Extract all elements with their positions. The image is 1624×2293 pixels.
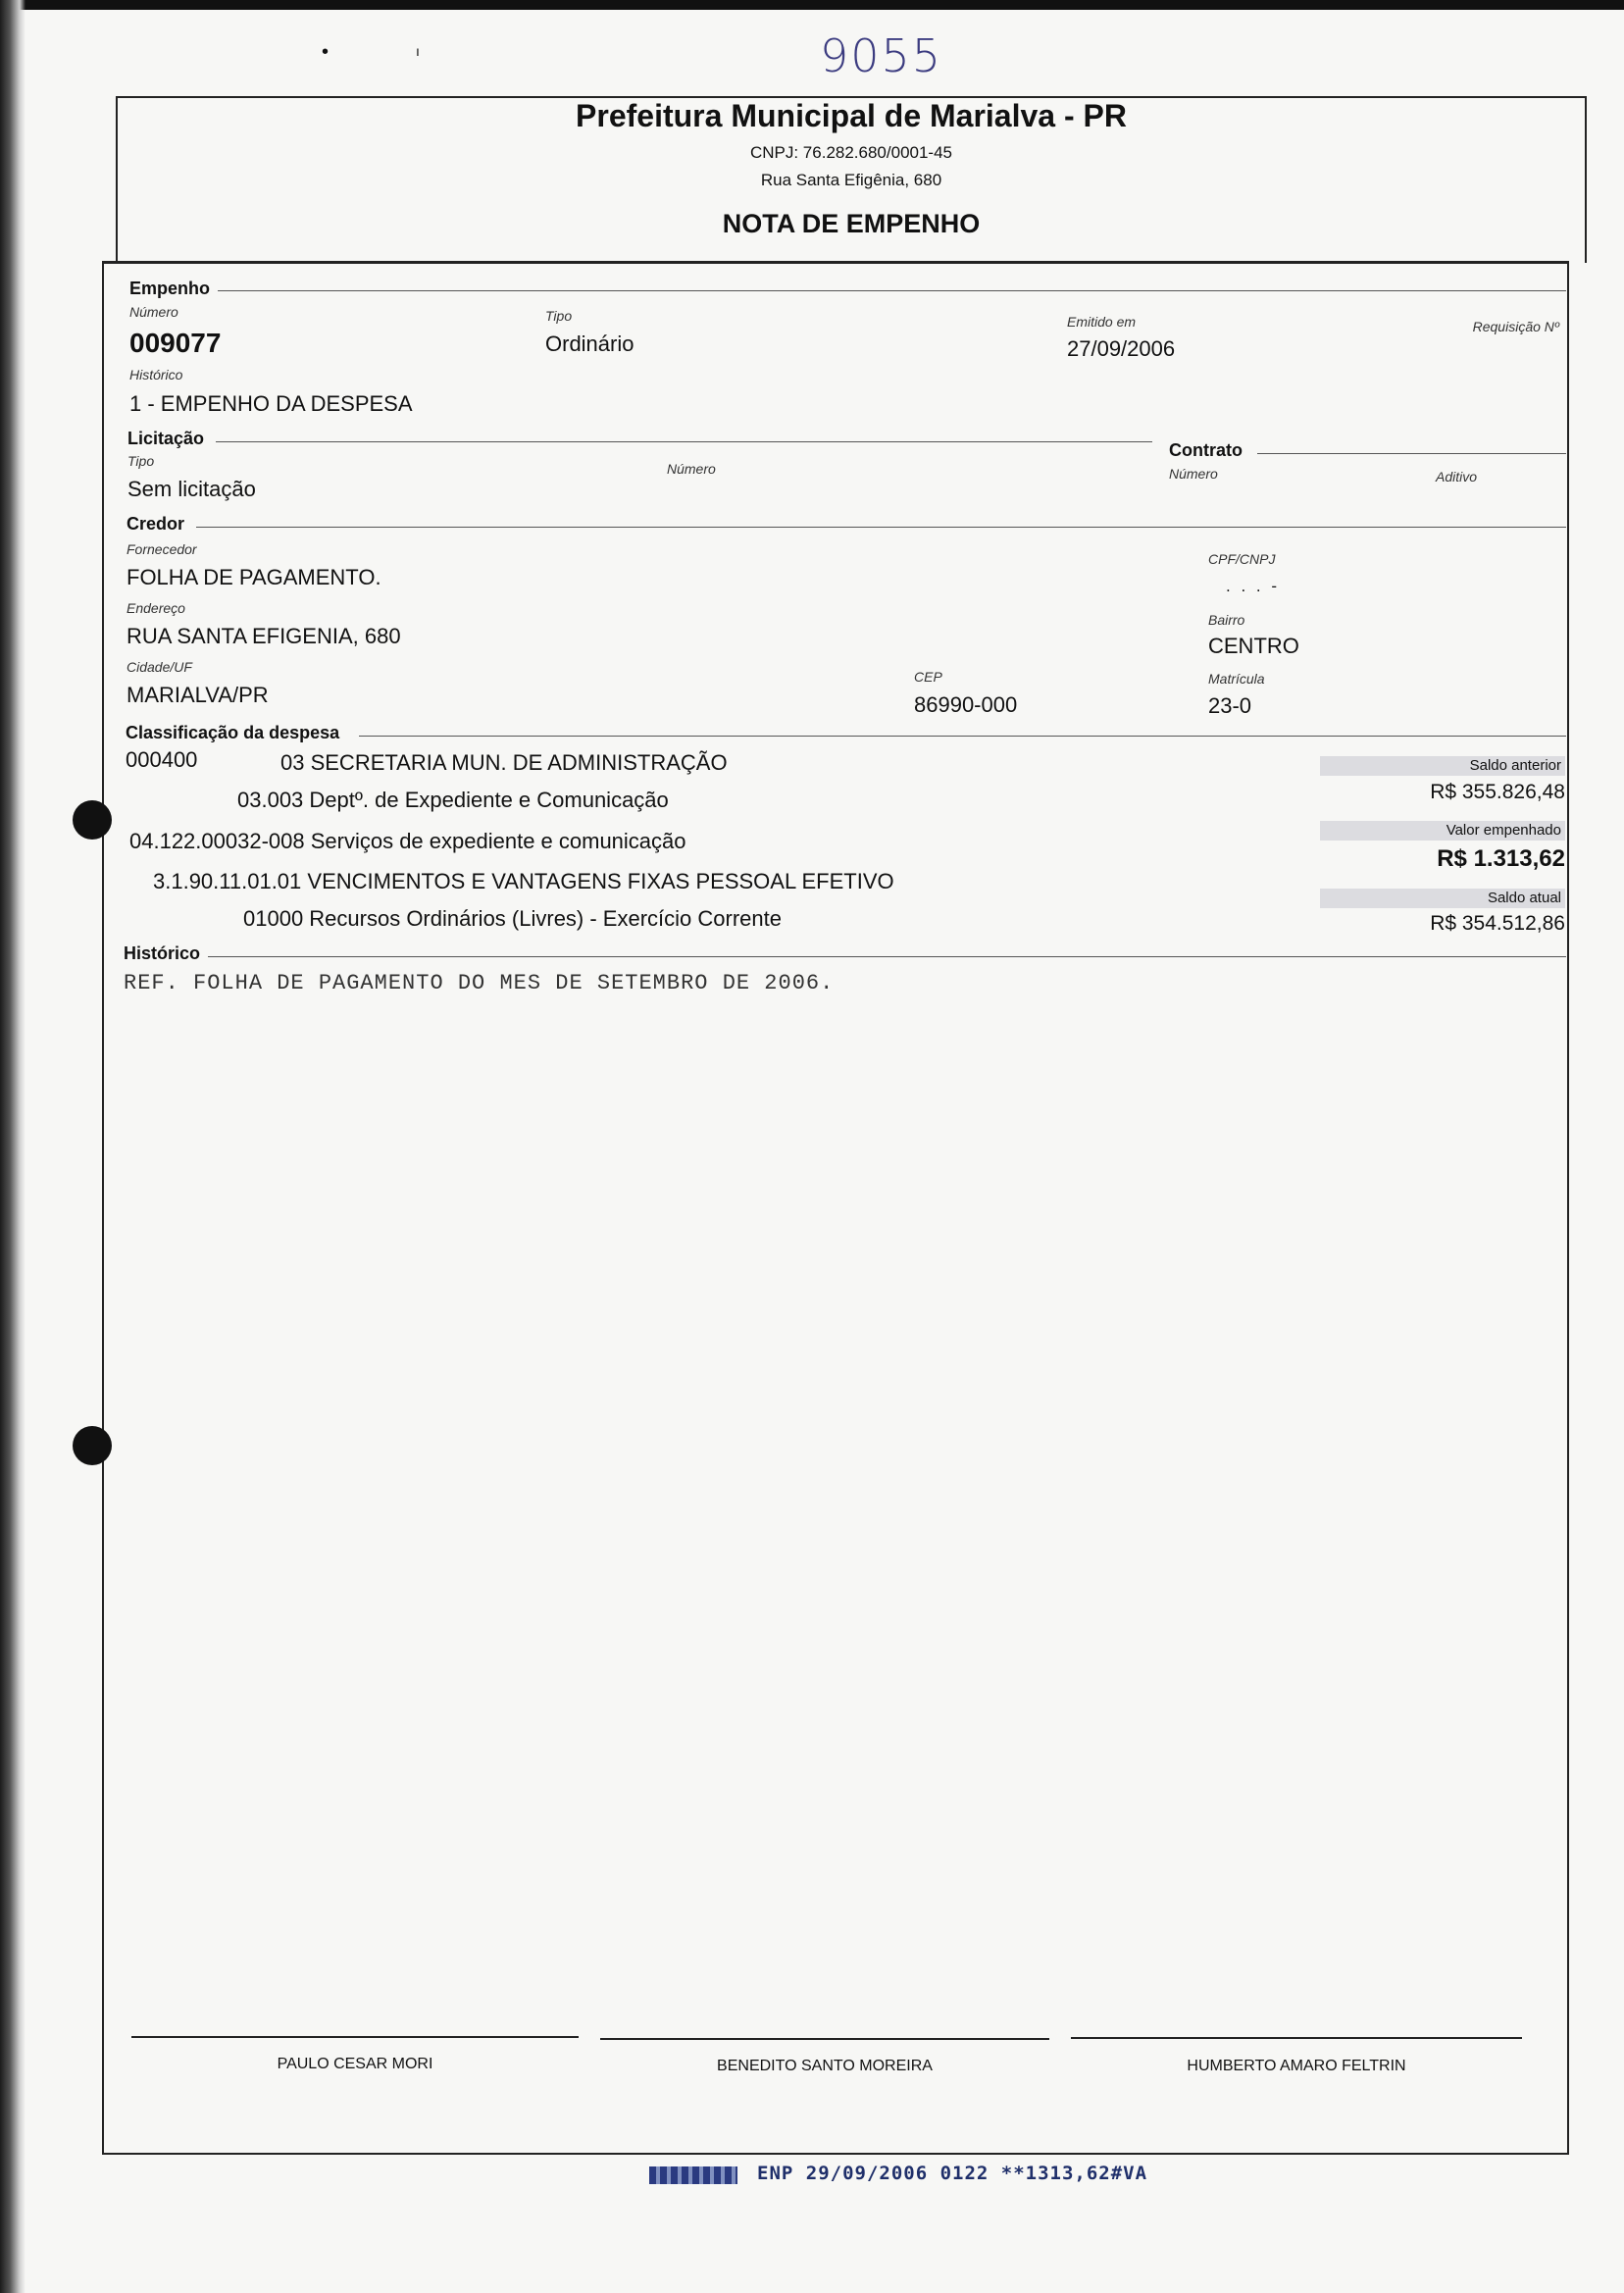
signature-line: [131, 2036, 579, 2038]
scan-top-edge: [0, 0, 1624, 10]
divider: [359, 736, 1566, 737]
cep-label: CEP: [914, 669, 942, 685]
section-contrato: Contrato: [1169, 440, 1243, 460]
handwritten-number: 9055: [820, 29, 943, 82]
empenho-numero: 009077: [129, 328, 222, 358]
signature-name: BENEDITO SANTO MOREIRA: [717, 2058, 933, 2074]
address-text: Rua Santa Efigênia, 680: [760, 171, 942, 189]
empenho-tipo-label: Tipo: [545, 308, 573, 324]
cidade-value: MARIALVA/PR: [127, 683, 269, 707]
contrato-aditivo-label: Aditivo: [1436, 469, 1478, 484]
saldo-atual-value: R$ 354.512,86: [1430, 912, 1565, 935]
matricula-label: Matrícula: [1208, 671, 1265, 687]
bairro-value: CENTRO: [1208, 634, 1299, 658]
signature-name: PAULO CESAR MORI: [277, 2056, 433, 2072]
cidade-label: Cidade/UF: [127, 659, 192, 675]
classificacao-departamento: 03.003 Deptº. de Expediente e Comunicação: [237, 788, 669, 812]
bank-stamp-text: ENP 29/09/2006 0122 **1313,62#VA: [757, 2163, 1148, 2184]
saldo-anterior-label: Saldo anterior: [1320, 756, 1565, 776]
classificacao-fonte: 01000 Recursos Ordinários (Livres) - Exercício Corrente: [243, 906, 782, 931]
divider: [216, 441, 1152, 442]
section-empenho: Empenho: [129, 279, 211, 298]
divider: [196, 527, 1566, 528]
classificacao-funcional: 04.122.00032-008 Serviços de expediente e comunicação: [129, 829, 686, 853]
signature-name: HUMBERTO AMARO FELTRIN: [1187, 2058, 1406, 2074]
empenho-numero-label: Número: [129, 304, 178, 320]
endereco-label: Endereço: [127, 600, 185, 616]
historico-text: REF. FOLHA DE PAGAMENTO DO MES DE SETEMBRO DE 2006.: [124, 971, 835, 995]
scan-speck: •: [322, 41, 330, 63]
empenho-historico-label: Histórico: [129, 367, 183, 382]
divider: [218, 290, 1566, 291]
endereco-value: RUA SANTA EFIGENIA, 680: [127, 624, 401, 648]
classificacao-natureza: 3.1.90.11.01.01 VENCIMENTOS E VANTAGENS FIXAS PESSOAL EFETIVO: [153, 869, 894, 893]
scan-left-edge: [0, 0, 25, 2293]
section-classificacao: Classificação da despesa: [126, 723, 340, 742]
institution-title: Prefeitura Municipal de Marialva - PR: [576, 98, 1127, 133]
signature-line: [600, 2038, 1049, 2040]
section-licitacao: Licitação: [127, 429, 205, 448]
cep-value: 86990-000: [914, 692, 1018, 717]
contrato-numero-label: Número: [1169, 466, 1218, 482]
requisicao-label: Requisição Nº: [1472, 319, 1559, 334]
divider: [208, 956, 1566, 957]
classificacao-orgao: 000400: [126, 747, 198, 772]
cpf-label: CPF/CNPJ: [1208, 551, 1276, 567]
punch-hole: [73, 1426, 112, 1465]
section-credor: Credor: [127, 514, 185, 534]
saldo-atual-label: Saldo atual: [1320, 889, 1565, 908]
main-frame: [102, 261, 1569, 2155]
document-title: NOTA DE EMPENHO: [722, 209, 981, 238]
fornecedor-value: FOLHA DE PAGAMENTO.: [127, 565, 381, 589]
licitacao-tipo: Sem licitação: [127, 477, 256, 501]
fornecedor-label: Fornecedor: [127, 541, 197, 557]
saldo-anterior-value: R$ 355.826,48: [1430, 781, 1565, 803]
section-historico: Histórico: [124, 943, 201, 963]
signature-line: [1071, 2037, 1522, 2039]
punch-hole: [73, 800, 112, 840]
classificacao-secretaria: 03 SECRETARIA MUN. DE ADMINISTRAÇÃO: [280, 750, 728, 775]
divider: [1257, 453, 1566, 454]
valor-empenhado-label: Valor empenhado: [1320, 821, 1565, 841]
emitido-label: Emitido em: [1067, 314, 1137, 330]
bank-logo-icon: [649, 2166, 737, 2184]
empenho-tipo: Ordinário: [545, 331, 634, 356]
cnpj-text: CNPJ: 76.282.680/0001-45: [749, 143, 953, 162]
licitacao-tipo-label: Tipo: [127, 453, 155, 469]
matricula-value: 23-0: [1208, 693, 1252, 718]
bairro-label: Bairro: [1208, 612, 1245, 628]
cpf-value: . . . -: [1226, 577, 1280, 595]
licitacao-numero-label: Número: [667, 461, 716, 477]
valor-empenhado-value: R$ 1.313,62: [1437, 845, 1565, 872]
bank-stamp: [649, 2163, 1147, 2184]
emitido-date: 27/09/2006: [1067, 336, 1176, 361]
empenho-historico: 1 - EMPENHO DA DESPESA: [129, 391, 413, 416]
scan-speck: ı: [416, 43, 420, 59]
